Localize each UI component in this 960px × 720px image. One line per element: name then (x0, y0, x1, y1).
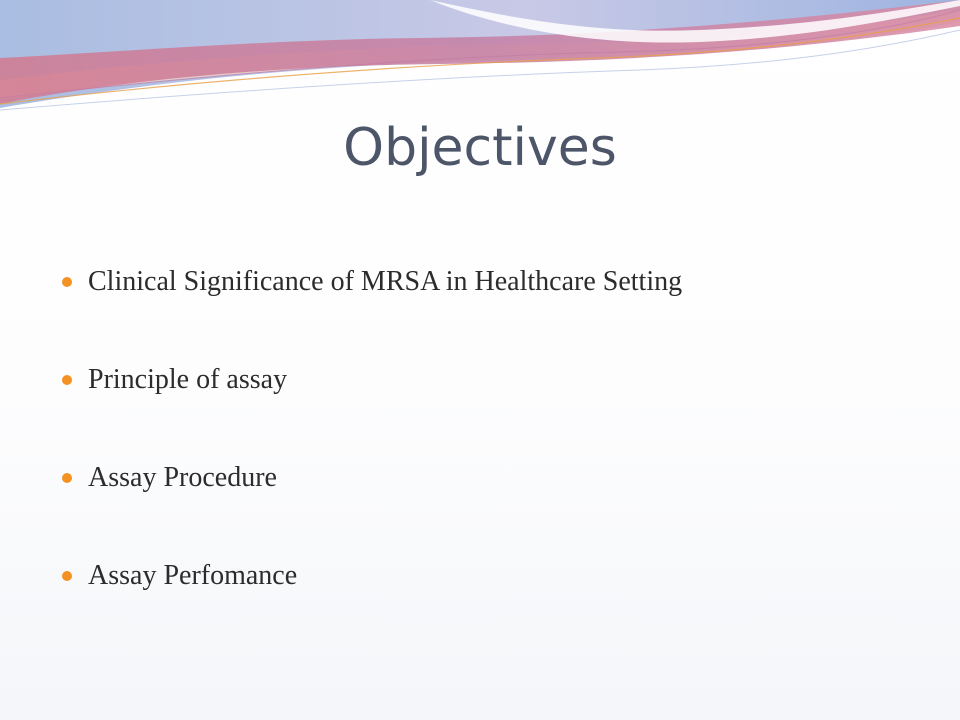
bullet-dot-icon (62, 571, 72, 581)
list-item (62, 454, 682, 502)
list-item (62, 356, 682, 404)
bullet-text: Principle of assay (88, 364, 288, 395)
objectives-list (62, 258, 682, 650)
slide-title: Objectives (343, 118, 617, 178)
bullet-text: Clinical Significance of MRSA in Healthcare Setting (88, 266, 683, 297)
bullet-text: Assay Perfomance (88, 560, 298, 591)
list-item (62, 258, 682, 306)
bullet-text: Assay Procedure (88, 462, 277, 493)
bullet-dot-icon (62, 277, 72, 287)
bullet-dot-icon (62, 375, 72, 385)
wave-banner-decoration (0, 0, 960, 130)
bullet-dot-icon (62, 473, 72, 483)
list-item (62, 552, 682, 600)
